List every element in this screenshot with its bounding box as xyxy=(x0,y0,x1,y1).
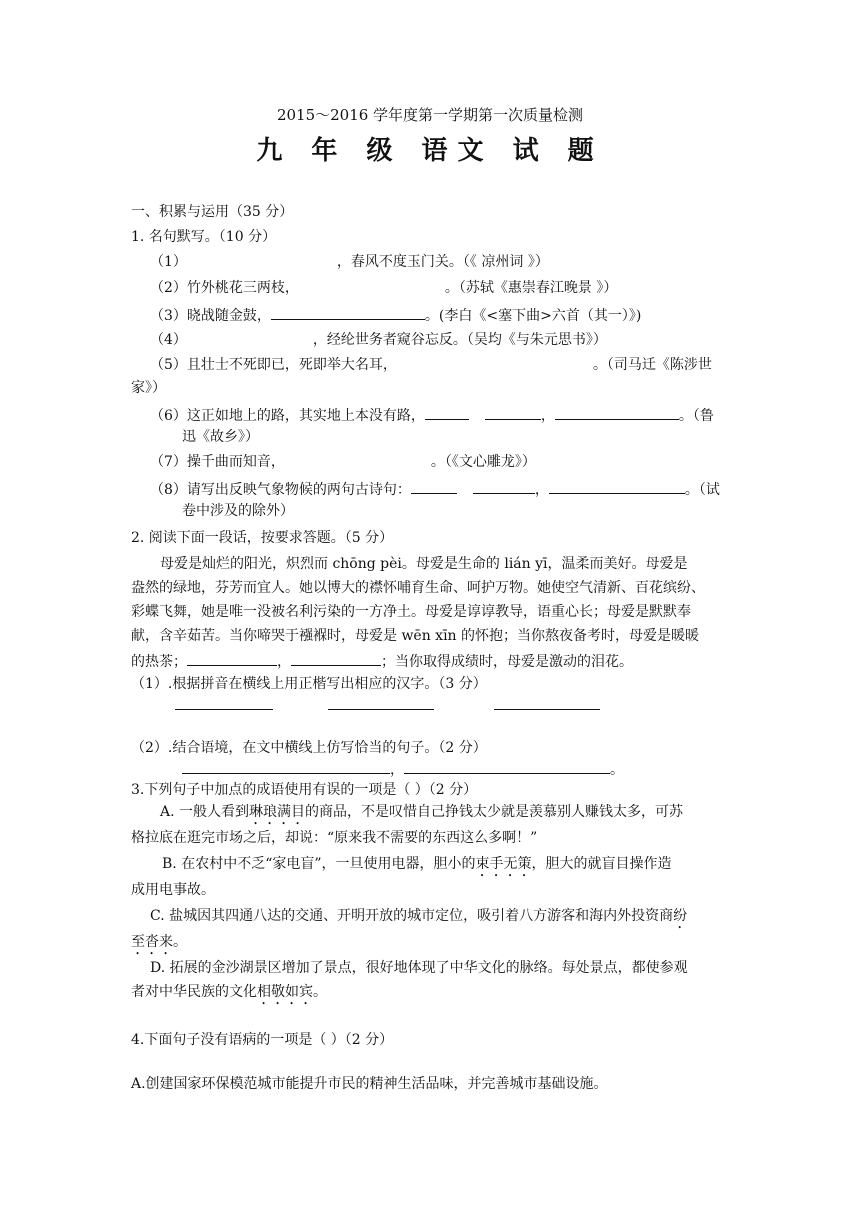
q1-item-5: （5）且壮士不死即已，死即举大名耳， 。（司马迁《陈涉世 xyxy=(150,357,712,373)
q2-sub-2: （2）.结合语境，在文中横线上仿写恰当的句子。（2 分） xyxy=(131,740,487,756)
answer-line[interactable] xyxy=(187,650,277,666)
answer-line[interactable] xyxy=(473,478,535,494)
q1-item-3: （3）晓战随金鼓， 。(李白《<塞下曲>六首（其一）》) xyxy=(150,304,641,326)
q1-item-7: （7）操千曲而知音， 。（《文心雕龙》） xyxy=(150,454,536,470)
answer-line[interactable] xyxy=(175,694,273,710)
answer-line[interactable] xyxy=(182,758,390,774)
answer-line[interactable] xyxy=(555,404,679,420)
q2-sub-2-answer: ， 。 xyxy=(182,758,624,780)
answer-line[interactable] xyxy=(549,478,685,494)
q3-option-a-cont: 格拉底在逛完市场之后，却说：“原来我不需要的东西这么多啊！” xyxy=(131,830,538,846)
q3-heading: 3.下列句子中加点的成语使用有误的一项是（ ）（2 分） xyxy=(131,782,478,798)
q3-option-d-cont: 者对中华民族的文化相敬如宾。 xyxy=(131,984,327,1000)
answer-line[interactable] xyxy=(271,304,425,320)
q2-passage-line-3: 彩蝶飞舞，她是唯一没被名利污染的一方净土。母爱是谆谆教导，语重心长；母爱是默默奉 xyxy=(131,604,691,620)
answer-line[interactable] xyxy=(404,758,610,774)
q4-option-a: A.创建国家环保模范城市能提升市民的精神生活品味，并完善城市基础设施。 xyxy=(131,1076,608,1092)
answer-line[interactable] xyxy=(411,478,457,494)
q4-heading: 4.下面句子没有语病的一项是（ ）（2 分） xyxy=(131,1032,394,1048)
answer-line[interactable] xyxy=(291,650,381,666)
q2-passage-line-5: 的热茶； ， ；当你取得成绩时，母爱是激动的泪花。 xyxy=(131,650,633,672)
answer-line[interactable] xyxy=(425,404,469,420)
q1-item-6-cont: 迅《故乡》） xyxy=(182,429,259,445)
answer-line[interactable] xyxy=(494,694,600,710)
q3-option-b-cont: 成用电事故。 xyxy=(131,882,215,898)
q1-item-6: （6）这正如地上的路，其实地上本没有路， ， 。（鲁 xyxy=(150,404,714,426)
q1-item-1: （1） ，春风不度玉门关。（《 凉州词 》） xyxy=(150,254,549,270)
q1-item-2: （2）竹外桃花三两枝， 。（苏轼《惠崇春江晚景 》） xyxy=(150,280,618,296)
q2-passage-line-4: 献，含辛茹苦。当你啼哭于襁褓时，母爱是 wēn xīn 的怀抱；当你熬夜备考时，母爱是暖暖 xyxy=(131,628,700,644)
q1-item-8: （8）请写出反映气象物候的两句古诗句： ， 。（试 xyxy=(150,478,720,500)
q1-item-4: （4） ，经纶世务者窥谷忘反。（吴均《与朱元思书》） xyxy=(150,332,607,348)
q2-passage-line-1: 母爱是灿烂的阳光，炽烈而 chōng pèi。母爱是生命的 lián yī，温柔而美好。母爱是 xyxy=(160,556,688,572)
q1-item-8-cont: 卷中涉及的除外） xyxy=(182,503,294,519)
q3-option-a: A. 一般人看到琳琅满目的商品，不是叹惜自己挣钱太少就是羡慕别人赚钱太多，可苏 xyxy=(160,804,684,820)
section-heading: 一、积累与运用（35 分） xyxy=(131,204,294,220)
answer-line[interactable] xyxy=(328,694,434,710)
q3-option-c: C. 盐城因其四通八达的交通、开明开放的城市定位，吸引着八方游客和海内外投资商纷 xyxy=(150,908,688,924)
q2-heading: 2. 阅读下面一段话，按要求答题。（5 分） xyxy=(131,530,394,546)
q3-option-d: D. 拓展的金沙湖景区增加了景点，很好地体现了中华文化的脉络。每处景点，都使参观 xyxy=(150,960,688,976)
exam-title: 九 年 级 语文 试 题 xyxy=(256,136,604,166)
q1-heading: 1. 名句默写。（10 分） xyxy=(131,229,277,245)
q3-option-c-cont: 至沓来。 xyxy=(131,934,187,950)
q3-option-b: B. 在农村中不乏“家电盲”，一旦使用电器，胆小的束手无策，胆大的就盲目操作造 xyxy=(162,856,672,872)
q1-item-5-cont: 家》） xyxy=(131,380,166,396)
exam-subtitle: 2015～2016 学年度第一学期第一次质量检测 xyxy=(276,106,584,124)
q2-passage-line-2: 盎然的绿地，芬芳而宜人。她以博大的襟怀哺育生命、呵护万物。她使空气清新、百花缤纷、 xyxy=(131,580,705,596)
q2-sub-1: （1）.根据拼音在横线上用正楷写出相应的汉字。（3 分） xyxy=(131,676,487,692)
answer-line[interactable] xyxy=(485,404,541,420)
